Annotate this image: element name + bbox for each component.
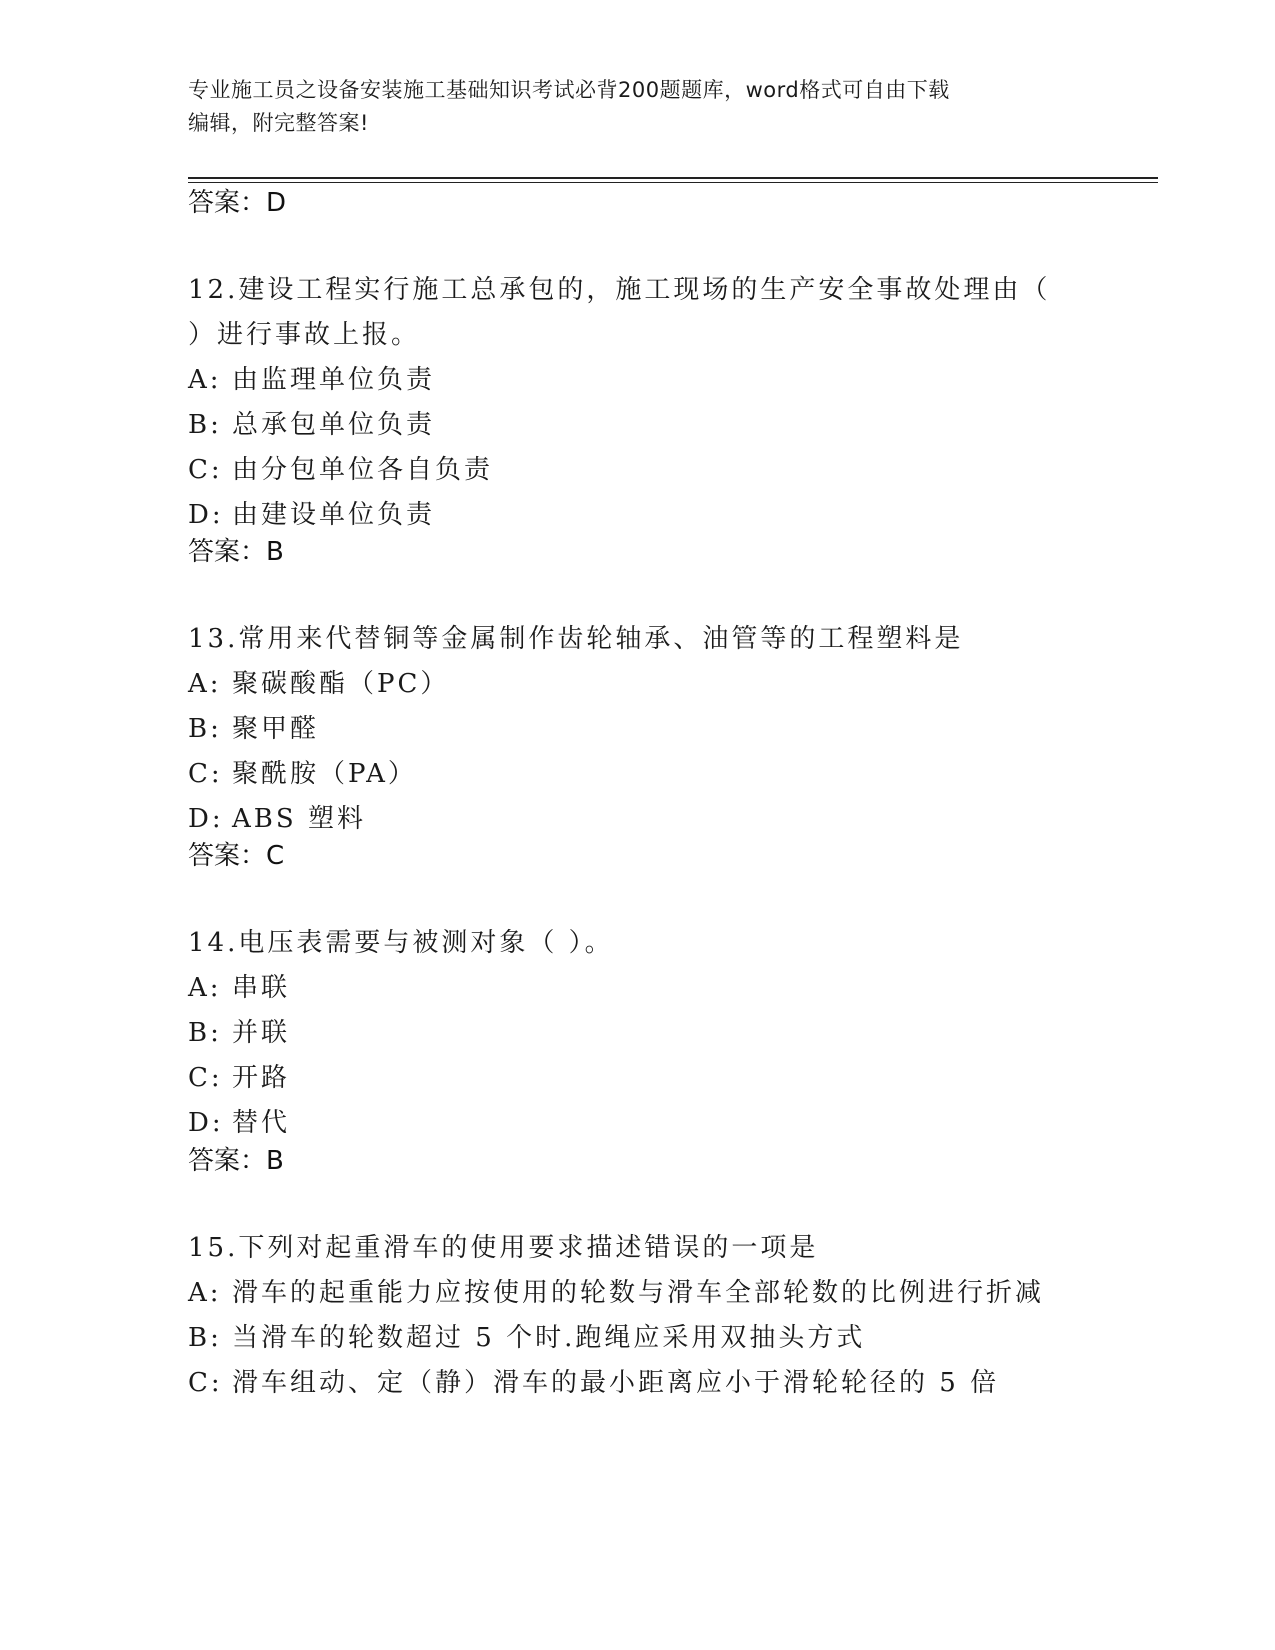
- option-key: B:: [188, 1323, 222, 1353]
- option-a: [188, 662, 1068, 707]
- option-text: 替代: [232, 1108, 291, 1138]
- option-text: 总承包单位负责: [232, 410, 436, 440]
- option-key: C:: [188, 1063, 223, 1093]
- option-d: [188, 797, 1068, 842]
- option-b: [188, 707, 1068, 752]
- option-key: B:: [188, 714, 222, 744]
- option-b: [188, 1011, 1068, 1056]
- option-text: ABS 塑料: [232, 804, 366, 834]
- option-text: 由监理单位负责: [232, 365, 436, 395]
- option-b: [188, 1316, 1068, 1361]
- option-text: 开路: [232, 1063, 291, 1093]
- option-key: A:: [188, 973, 222, 1003]
- option-text: 滑车的起重能力应按使用的轮数与滑车全部轮数的比例进行折减: [232, 1278, 1045, 1308]
- option-key: A:: [188, 669, 222, 699]
- document-header: [188, 74, 1088, 140]
- question-title: 14.电压表需要与被测对象（ ）。: [188, 928, 614, 958]
- option-text: 串联: [232, 973, 291, 1003]
- option-text: 滑车组动、定（静）滑车的最小距离应小于滑轮轮径的 5 倍: [232, 1368, 1000, 1398]
- question-12: [188, 268, 1068, 538]
- answer-q11: 答案：D: [188, 188, 287, 218]
- option-key: D:: [188, 804, 224, 834]
- question-title: 15.下列对起重滑车的使用要求描述错误的一项是: [188, 1233, 819, 1263]
- option-text: 由分包单位各自负责: [232, 455, 494, 485]
- option-a: [188, 1271, 1068, 1316]
- option-d: [188, 493, 1068, 538]
- option-c: [188, 1056, 1068, 1101]
- option-a: [188, 966, 1068, 1011]
- question-15: [188, 1226, 1068, 1406]
- answer-q12: 答案：B: [188, 537, 284, 567]
- question-title-cont: ）进行事故上报。: [188, 320, 421, 350]
- option-key: A:: [188, 365, 222, 395]
- header-title-line-1: 专业施工员之设备安装施工基础知识考试必背200题题库，word格式可自由下载: [188, 78, 950, 102]
- option-key: B:: [188, 410, 222, 440]
- option-c: [188, 1361, 1068, 1406]
- answer-q14: 答案：B: [188, 1146, 284, 1176]
- option-a: [188, 358, 1068, 403]
- option-c: [188, 752, 1068, 797]
- option-d: [188, 1101, 1068, 1146]
- option-text: 聚甲醛: [232, 714, 320, 744]
- question-14: [188, 921, 1068, 1146]
- header-title-line-2: 编辑，附完整答案!: [188, 111, 369, 135]
- option-text: 聚碳酸酯（PC）: [232, 669, 450, 699]
- option-key: C:: [188, 1368, 223, 1398]
- question-13: [188, 617, 1068, 842]
- answer-q13: 答案：C: [188, 841, 285, 871]
- header-divider-thin: [188, 182, 1158, 183]
- option-key: C:: [188, 759, 223, 789]
- option-key: D:: [188, 500, 224, 530]
- option-text: 并联: [232, 1018, 291, 1048]
- option-text: 聚酰胺（PA）: [232, 759, 417, 789]
- option-key: C:: [188, 455, 223, 485]
- header-divider-thick: [188, 177, 1158, 179]
- option-b: [188, 403, 1068, 448]
- option-c: [188, 448, 1068, 493]
- option-key: A:: [188, 1278, 222, 1308]
- option-text: 当滑车的轮数超过 5 个时.跑绳应采用双抽头方式: [232, 1323, 866, 1353]
- option-text: 由建设单位负责: [232, 500, 436, 530]
- option-key: D:: [188, 1108, 224, 1138]
- option-key: B:: [188, 1018, 222, 1048]
- question-title: 12.建设工程实行施工总承包的，施工现场的生产安全事故处理由（: [188, 275, 1051, 305]
- question-title: 13.常用来代替铜等金属制作齿轮轴承、油管等的工程塑料是: [188, 624, 964, 654]
